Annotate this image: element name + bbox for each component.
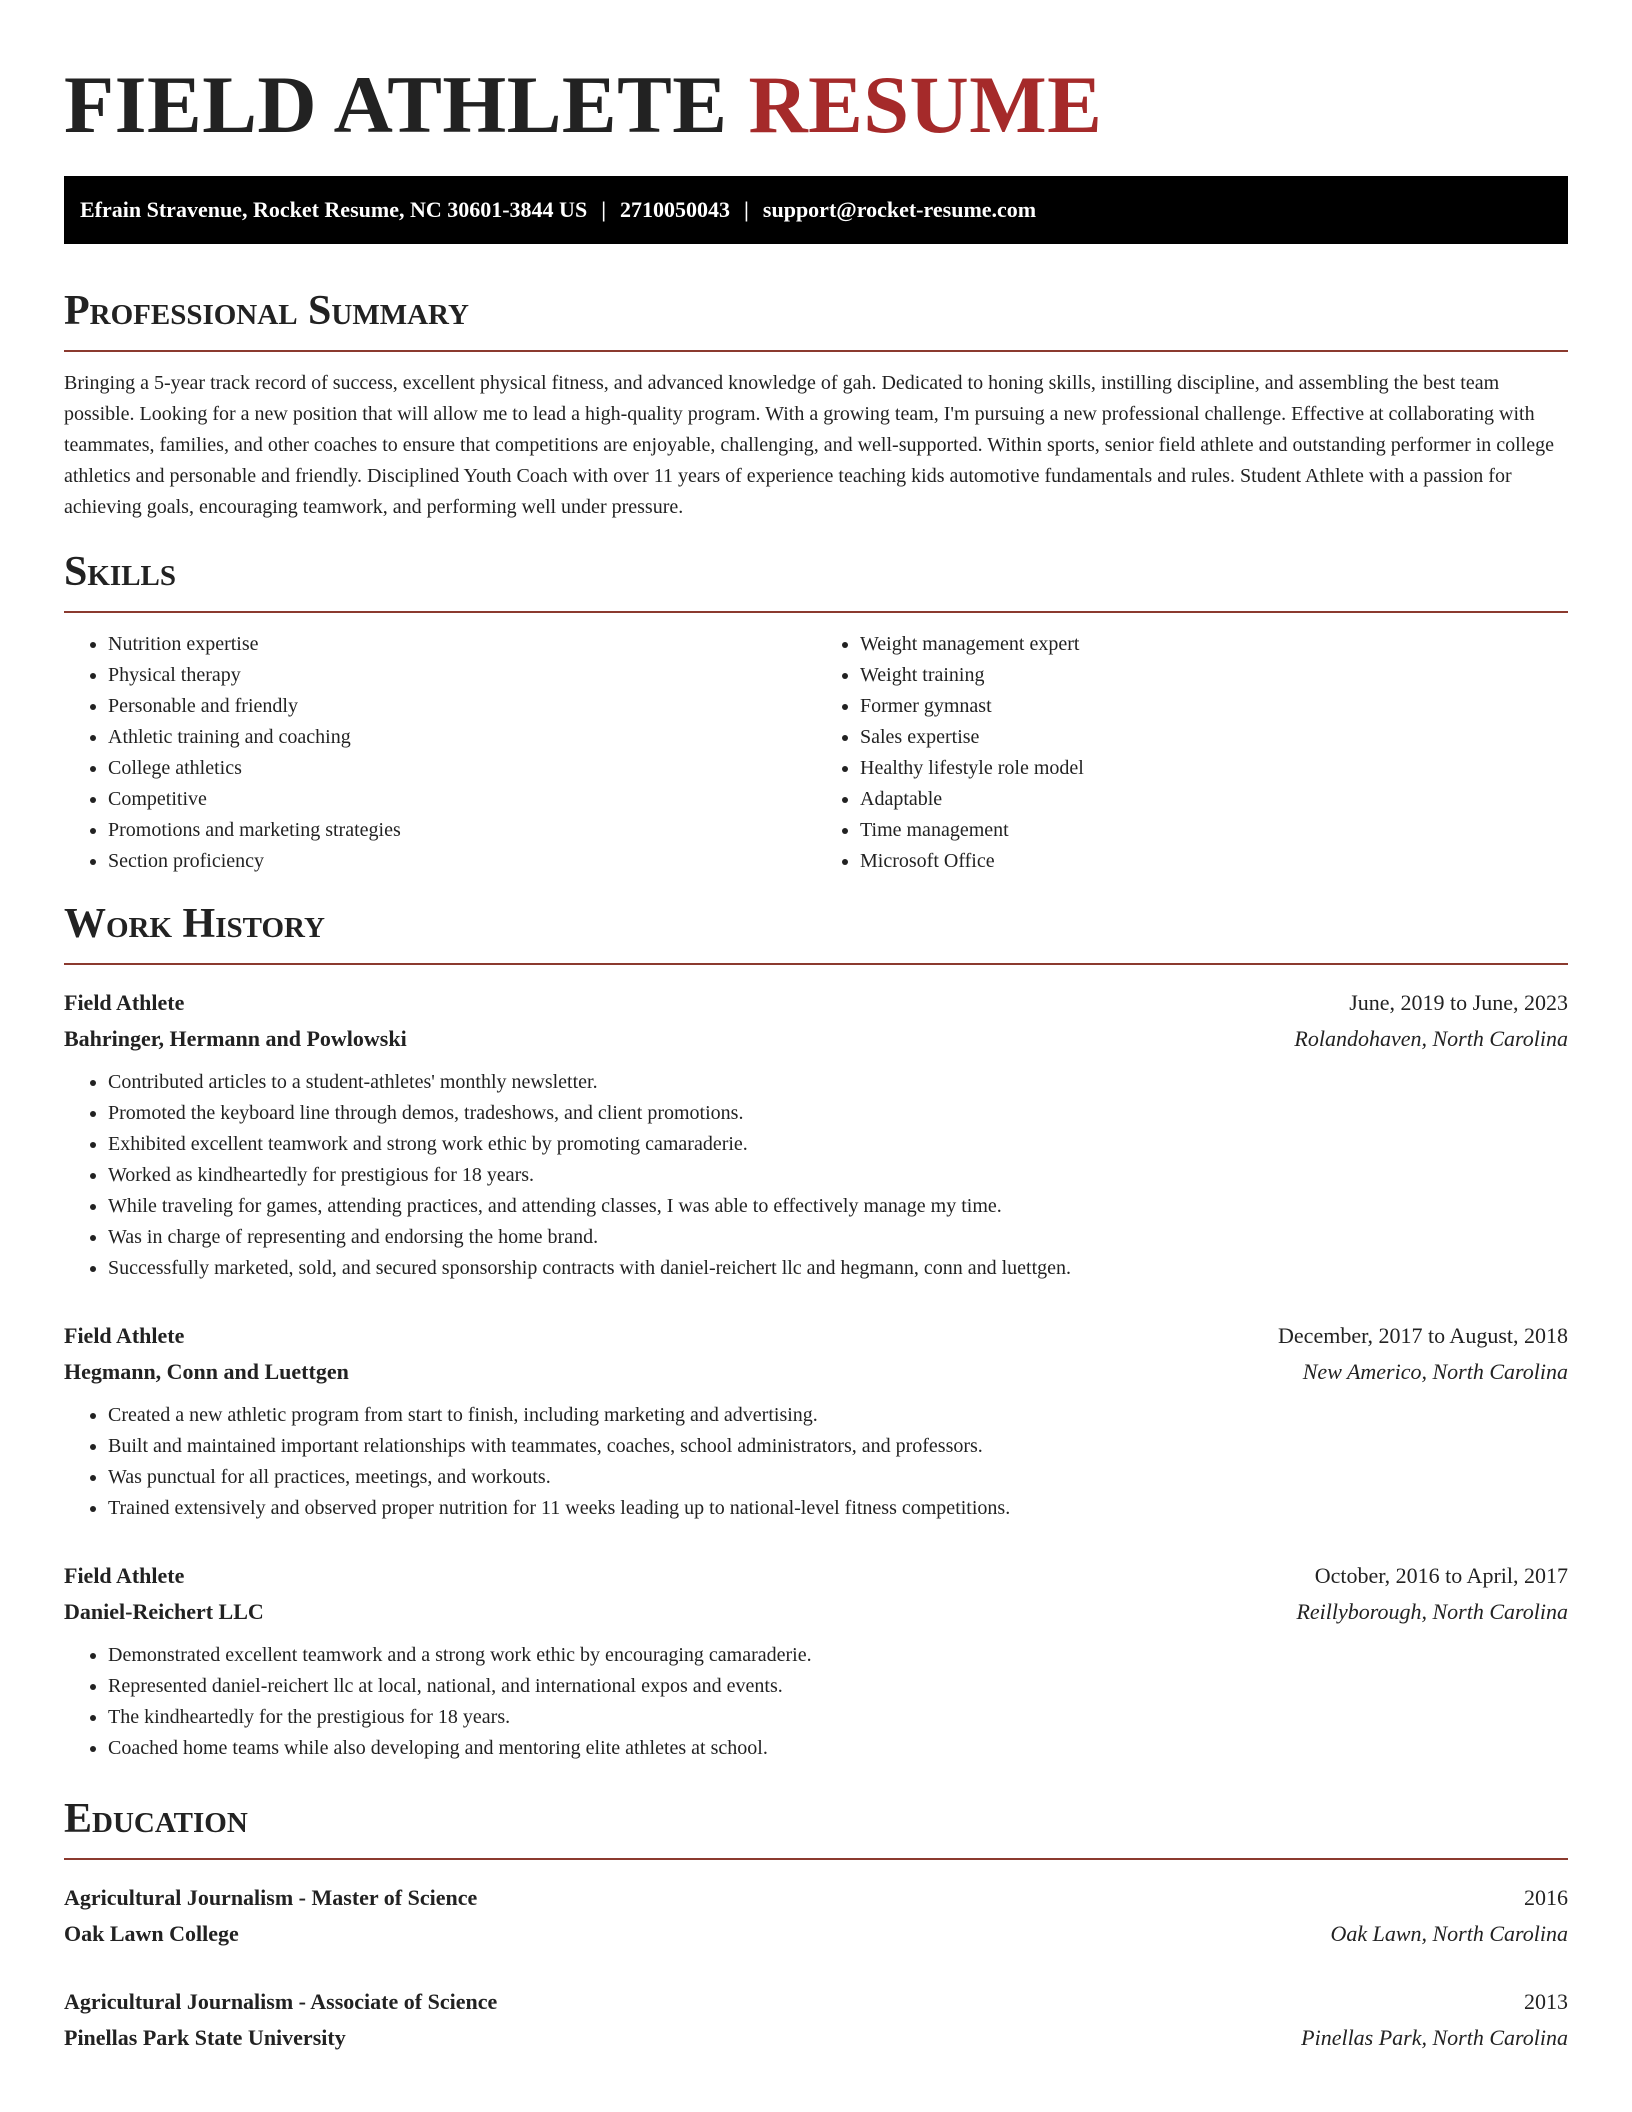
skills-list	[64, 629, 1568, 877]
contact-email[interactable]: support@rocket-resume.com	[762, 197, 1037, 222]
job-title: Field Athlete	[64, 1323, 185, 1348]
skills-column-right	[816, 629, 1568, 877]
job-company-row	[64, 1354, 1568, 1390]
skill-item: • Weight training	[860, 660, 1568, 691]
job-bullet: • Built and maintained important relationships with teammates, coaches, school administrators, and professors.	[108, 1431, 1568, 1462]
job-bullet: • Was in charge of representing and endorsing the home brand.	[108, 1222, 1568, 1253]
job-bullets	[64, 1640, 1568, 1764]
job-dates: June, 2019 to June, 2023	[1349, 990, 1568, 1015]
job-bullets	[64, 1400, 1568, 1524]
job-bullet: • Was punctual for all practices, meetings, and workouts.	[108, 1462, 1568, 1493]
resume-title	[64, 0, 1568, 154]
skill-item: • Nutrition expertise	[108, 629, 816, 660]
job-company-row	[64, 1021, 1568, 1057]
skill-item: • Sales expertise	[860, 722, 1568, 753]
skill-item: • Former gymnast	[860, 691, 1568, 722]
education-entry	[64, 1880, 1568, 1952]
job-header-row	[64, 985, 1568, 1021]
skill-item: • Time management	[860, 815, 1568, 846]
job-header-row	[64, 1558, 1568, 1594]
job-bullet: • Promoted the keyboard line through demos, tradeshows, and client promotions.	[108, 1098, 1568, 1129]
job-entry	[64, 1318, 1568, 1524]
job-company: Hegmann, Conn and Luettgen	[64, 1359, 349, 1384]
education-entry	[64, 1984, 1568, 2056]
skill-item: • Athletic training and coaching	[108, 722, 816, 753]
education-year: 2016	[1524, 1885, 1568, 1910]
summary-text: Bringing a 5-year track record of success, excellent physical fitness, and advanced knowledge of gah. Dedicated to honing skills, instilling discipline, and assembling the best team possible. Looking for a new position that will allow me to lead a high-quality program. With a growing team, I'm pursuing a new professional challenge. Effective at collaborating with teammates, families, and other coaches to ensure that competitions are enjoyable, challenging, and well-supported. Within sports, senior field athlete and outstanding performer in college athletics and personable and friendly. Disciplined Youth Coach with over 11 years of experience teaching kids automotive fundamentals and rules. Student Athlete with a passion for achieving goals, encouraging teamwork, and performing well under pressure.	[64, 372, 1555, 518]
education-year: 2013	[1524, 1989, 1568, 2014]
education-degree-row	[64, 1984, 1568, 2020]
contact-separator: |	[744, 197, 749, 222]
skill-item: • Weight management expert	[860, 629, 1568, 660]
education-location: Pinellas Park, North Carolina	[1301, 2025, 1568, 2050]
skills-column-left	[64, 629, 816, 877]
job-bullet: • Represented daniel-reichert llc at local, national, and international expos and events.	[108, 1671, 1568, 1702]
job-title: Field Athlete	[64, 990, 185, 1015]
education-school: Pinellas Park State University	[64, 2025, 346, 2050]
education-degree: Agricultural Journalism - Master of Science	[64, 1885, 478, 1910]
title-accent: RESUME	[748, 59, 1103, 150]
education-degree-row	[64, 1880, 1568, 1916]
job-bullet: • Trained extensively and observed proper nutrition for 11 weeks leading up to national-level fitness competitions.	[108, 1493, 1568, 1524]
job-header-row	[64, 1318, 1568, 1354]
job-bullet: • Successfully marketed, sold, and secured sponsorship contracts with daniel-reichert llc and hegmann, conn and luettgen.	[108, 1253, 1568, 1284]
contact-separator: |	[601, 197, 607, 222]
contact-phone[interactable]: 2710050043	[620, 197, 731, 222]
skill-item: • Competitive	[108, 784, 816, 815]
job-entry	[64, 1558, 1568, 1764]
skills-heading: Skills	[64, 547, 1568, 613]
summary-heading: Professional Summary	[64, 286, 1568, 352]
title-main: FIELD ATHLETE	[64, 59, 728, 150]
skill-item: • Promotions and marketing strategies	[108, 815, 816, 846]
skill-item: • Healthy lifestyle role model	[860, 753, 1568, 784]
job-bullet: • While traveling for games, attending practices, and attending classes, I was able to effectively manage my time.	[108, 1191, 1568, 1222]
job-location: New Americo, North Carolina	[1302, 1359, 1568, 1384]
skill-item: • Adaptable	[860, 784, 1568, 815]
job-location: Reillyborough, North Carolina	[1296, 1599, 1568, 1624]
skill-item: • College athletics	[108, 753, 816, 784]
job-bullet: • Demonstrated excellent teamwork and a strong work ethic by encouraging camaraderie.	[108, 1640, 1568, 1671]
job-entry	[64, 985, 1568, 1284]
job-bullets	[64, 1067, 1568, 1284]
work-history-heading: Work History	[64, 899, 1568, 965]
education-degree: Agricultural Journalism - Associate of Science	[64, 1989, 498, 2014]
job-company-row	[64, 1594, 1568, 1630]
skill-item: • Physical therapy	[108, 660, 816, 691]
education-heading: Education	[64, 1794, 1568, 1860]
education-school-row	[64, 1916, 1568, 1952]
resume-page	[64, 0, 1568, 2056]
job-bullet: • Contributed articles to a student-athletes' monthly newsletter.	[108, 1067, 1568, 1098]
skill-item: • Section proficiency	[108, 846, 816, 877]
contact-bar	[64, 176, 1568, 244]
job-location: Rolandohaven, North Carolina	[1294, 1026, 1568, 1051]
education-school-row	[64, 2020, 1568, 2056]
job-dates: December, 2017 to August, 2018	[1278, 1323, 1568, 1348]
education-school: Oak Lawn College	[64, 1921, 239, 1946]
job-company: Daniel-Reichert LLC	[64, 1599, 264, 1624]
job-bullet: • Worked as kindheartedly for prestigious for 18 years.	[108, 1160, 1568, 1191]
skill-item: • Microsoft Office	[860, 846, 1568, 877]
contact-address: Efrain Stravenue, Rocket Resume, NC 30601-3844 US	[80, 197, 588, 222]
job-bullet: • Coached home teams while also developing and mentoring elite athletes at school.	[108, 1733, 1568, 1764]
education-location: Oak Lawn, North Carolina	[1330, 1921, 1568, 1946]
job-company: Bahringer, Hermann and Powlowski	[64, 1026, 407, 1051]
job-bullet: • Created a new athletic program from start to finish, including marketing and advertising.	[108, 1400, 1568, 1431]
job-bullet: • Exhibited excellent teamwork and strong work ethic by promoting camaraderie.	[108, 1129, 1568, 1160]
job-bullet: • The kindheartedly for the prestigious for 18 years.	[108, 1702, 1568, 1733]
job-title: Field Athlete	[64, 1563, 185, 1588]
job-dates: October, 2016 to April, 2017	[1314, 1563, 1568, 1588]
skill-item: • Personable and friendly	[108, 691, 816, 722]
